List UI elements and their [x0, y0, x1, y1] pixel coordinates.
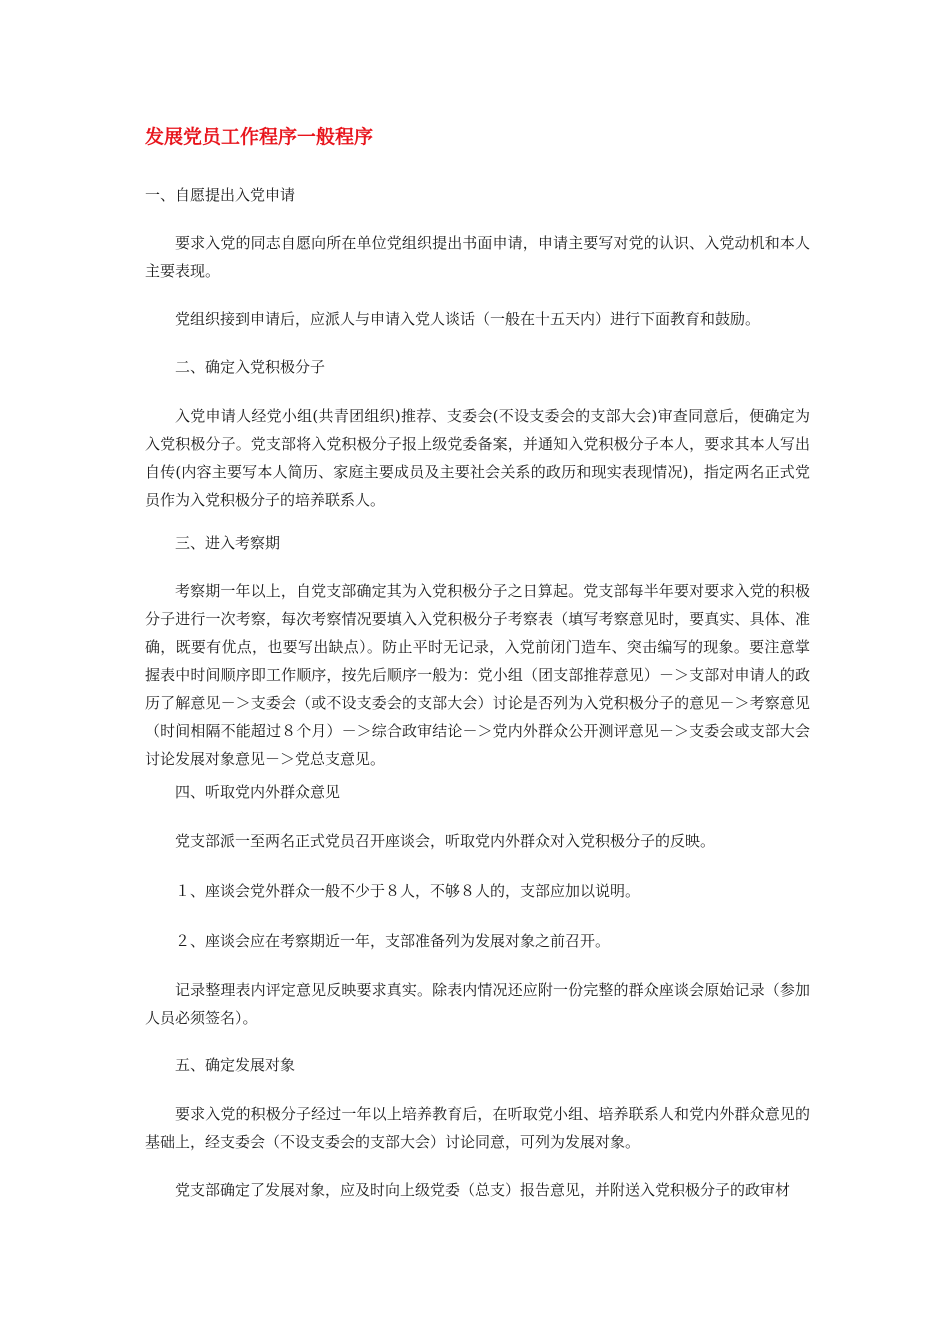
list-item: ２、座谈会应在考察期近一年，支部准备列为发展对象之前召开。	[175, 932, 611, 950]
paragraph: 考察期一年以上，自党支部确定其为入党积极分子之日算起。党支部每半年要对要求入党的积极分子进行一次考察，每次考察情况要填入入党积极分子考察表（填写考察意见时，要真实、具体、准确，既要有优点，也要写出缺点）。防止平时无记录，入党前闭门造车、突击编写的现象。要注意掌握表中时间顺序即工作顺序，按先后顺序一般为：党小组（团支部推荐意见）－＞支部对申请人的政历了解意见－＞支委会（或不设支委会的支部大会）讨论是否列为入党积极分子的意见－＞考察意见（时间相隔不能超过８个月）－＞综合政审结论－＞党内外群众公开测评意见－＞支委会或支部大会讨论发展对象意见－＞党总支意见。	[145, 582, 810, 768]
paragraph: 要求入党的积极分子经过一年以上培养教育后，在听取党小组、培养联系人和党内外群众意见的基础上，经支委会（不设支委会的支部大会）讨论同意，可列为发展对象。	[145, 1105, 810, 1151]
section-heading-1: 一、自愿提出入党申请	[145, 186, 296, 204]
document-title: 发展党员工作程序一般程序	[145, 126, 374, 148]
paragraph: 要求入党的同志自愿向所在单位党组织提出书面申请，申请主要写对党的认识、入党动机和本人主要表现。	[145, 234, 810, 280]
section-heading-2: 二、确定入党积极分子	[175, 358, 326, 376]
section-heading-5: 五、确定发展对象	[175, 1056, 296, 1074]
paragraph: 党支部派一至两名正式党员召开座谈会，听取党内外群众对入党积极分子的反映。	[175, 832, 716, 850]
section-heading-3: 三、进入考察期	[175, 534, 281, 552]
paragraph: 记录整理表内评定意见反映要求真实。除表内情况还应附一份完整的群众座谈会原始记录（参加人员必须签名）。	[145, 981, 810, 1027]
paragraph: 入党申请人经党小组(共青团组织)推荐、支委会(不设支委会的支部大会)审查同意后，便确定为入党积极分子。党支部将入党积极分子报上级党委备案，并通知入党积极分子本人，要求其本人写出自传(内容主要写本人简历、家庭主要成员及主要社会关系的政历和现实表现情况)，指定两名正式党员作为入党积极分子的培养联系人。	[145, 407, 810, 509]
section-heading-4: 四、听取党内外群众意见	[175, 783, 341, 801]
paragraph: 党支部确定了发展对象，应及时向上级党委（总支）报告意见，并附送入党积极分子的政审材	[175, 1181, 791, 1199]
paragraph: 党组织接到申请后，应派人与申请入党人谈话（一般在十五天内）进行下面教育和鼓励。	[175, 310, 761, 328]
list-item: １、座谈会党外群众一般不少于８人，不够８人的，支部应加以说明。	[175, 882, 641, 900]
